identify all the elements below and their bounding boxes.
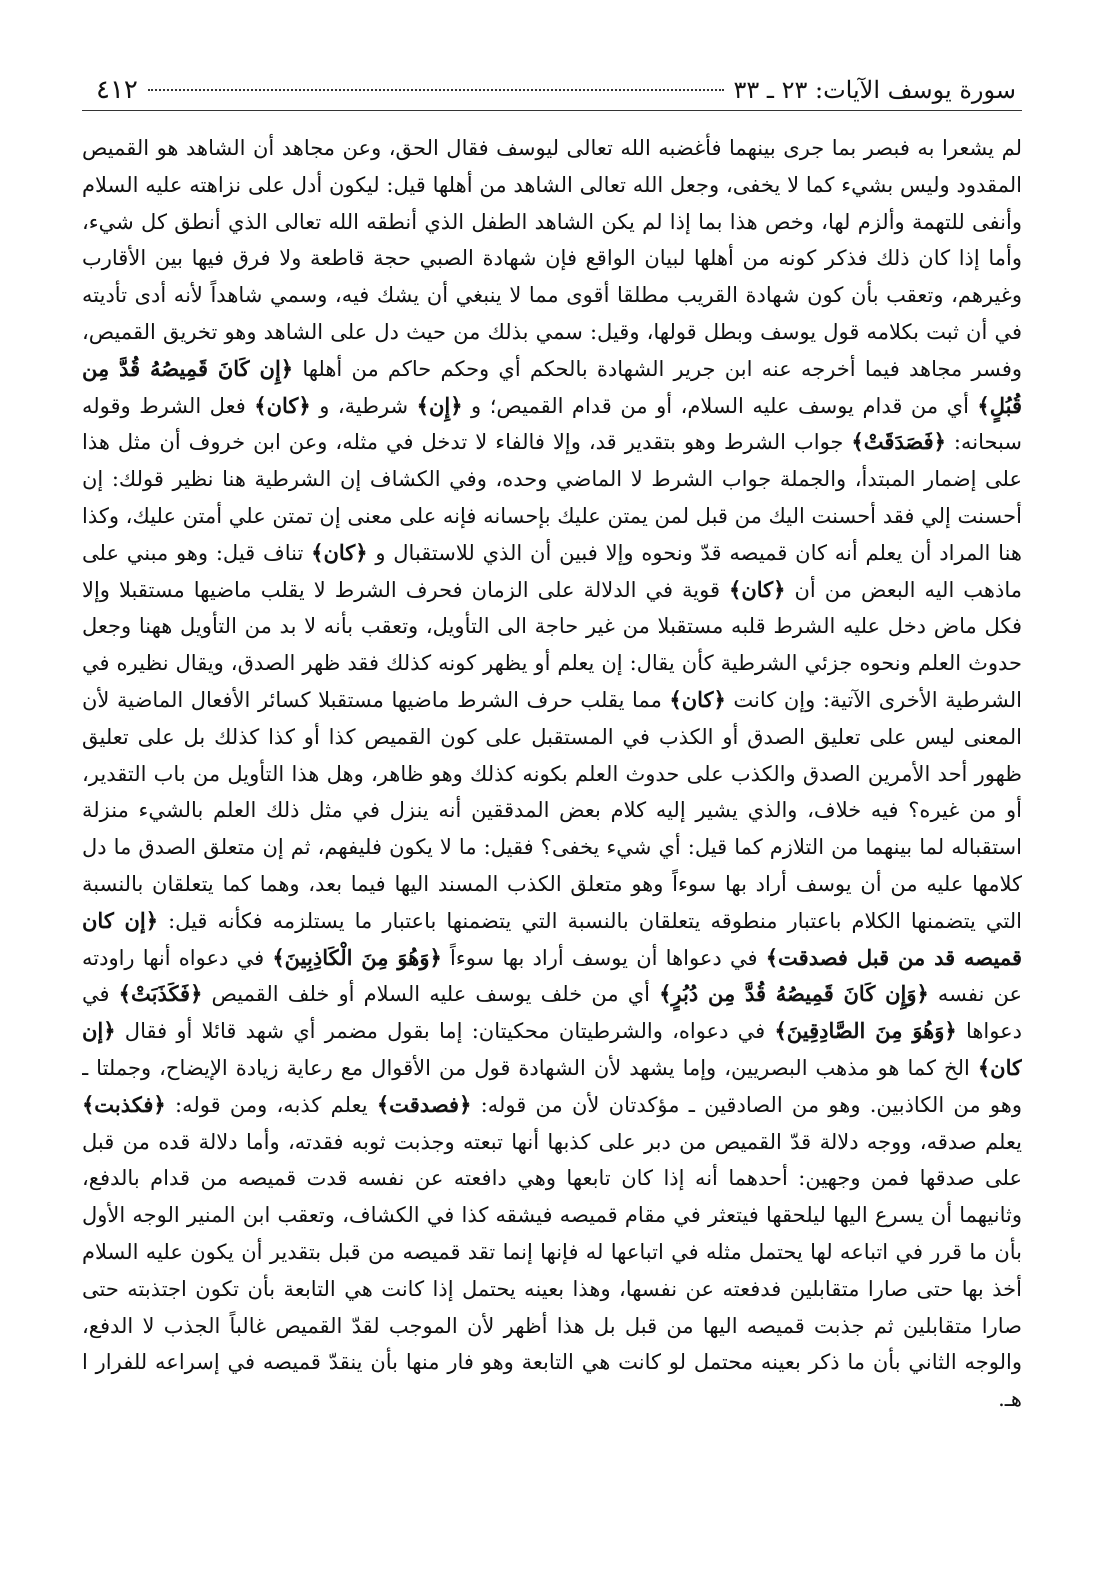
text-run: في دعواه، والشرطيتان محكيتان: إما بقول مضمر أي شهد قائلا أو فقال xyxy=(115,1019,775,1044)
text-run: لم يشعرا به فبصر بما جرى بينهما فأغضبه الله تعالى ليوسف فقال الحق، وعن مجاهد أن الشاهد هو القميص المقدود وليس بشيء كما لا يخفى، وجعل الله تعالى الشاهد من أهلها قيل: ليكون أدل على نزاهته عليه السلام وأنفى للتهمة وألزم لها، وخص هذا بما إذا لم يكن الشاهد الطفل الذي أنطقه الله تعالى الذي أنطق كل شيء، وأما إذا كان ذلك فذكر كونه من أهلها لبيان الواقع فإن شهادة الصبي حجة قاطعة ولا فرق فيها بين الأقارب وغيرهم، وتعقب بأن كون شهادة القريب مطلقا أقوى مما لا ينبغي أن يشك فيه، وسمي شاهداً لأنه أدى تأديته في أن ثبت بكلامه قول يوسف وبطل قولها، وقيل: سمي بذلك من حيث دل على الشاهد وهو تخريق القميص، وفسر مجاهد فيما أخرجه عنه ابن جرير الشهادة بالحكم أي وحكم حاكم من أهلها xyxy=(82,136,1022,381)
running-title: سورة يوسف الآيات: ٢٣ ـ ٣٣ xyxy=(733,76,1016,104)
text-run: شرطية، و xyxy=(310,393,417,418)
quran-quote: ﴿إِن كَانَ قَمِيصُهُ قُدَّ مِن قُبُلٍ﴾ xyxy=(82,355,1022,418)
text-run: أي من قدام يوسف عليه السلام، أو من قدام القميص؛ و xyxy=(462,393,978,418)
commentary-body xyxy=(82,130,1022,1530)
text-run: يعلم كذبه، ومن قوله: xyxy=(165,1092,377,1117)
leader-dots xyxy=(148,89,724,91)
text-run: يعلم صدقه، ووجه دلالة قدّ القميص من دبر على كذبها أنها تبعته وجذبت ثوبه فقدته، وأما دلالة قده من قبل على صدقها فمن وجهين: أحدهما أنه إذا كان تابعها وهي دافعته عن نفسه قدت قميصه من قدام بالدفع، وثانيهما أن يسرع اليها ليلحقها فيتعثر في مقام قميصه فيشقه كذا في الكشاف، وتعقب ابن المنير الوجه الأول بأن ما قرر في اتباعه لها يحتمل مثله في اتباعها له فإنها إنما تقد قميصه من قبل بتقدير أن يكون عليه السلام أخذ بها حتى صارا متقابلين فدفعته عن نفسها، وهذا بعينه يحتمل إذا كانت هي التابعة بأن تكون اجتذبته حتى صارا متقابلين ثم جذبت قميصه اليها من قبل بل هذا أظهر لأن الموجب لقدّ القميص غالباً الجذب لا الدفع، والوجه الثاني بأن ما ذكر بعينه محتمل لو كانت هي التابعة وهو فار منها بأن ينقدّ قميصه في إسراعه للفرار ا هـ. xyxy=(82,1129,1022,1412)
page-header xyxy=(82,70,1022,111)
page-number: ٤١٢ xyxy=(96,75,138,105)
quran-quote: ﴿فكذبت﴾ xyxy=(82,1091,166,1117)
text-run: في دعواه أنها راودته عن نفسه xyxy=(82,945,1022,1007)
quran-quote: ﴿إن كان﴾ xyxy=(82,1018,1022,1080)
text-run: تناف قيل: وهو مبني على ماذهب اليه البعض من أن xyxy=(82,540,1022,602)
quran-quote: ﴿كان﴾ xyxy=(729,576,786,602)
text-run: مما يقلب حرف الشرط ماضيها مستقبلا كسائر الأفعال الماضية لأن المعنى ليس على تعليق الصدق أو الكذب في المستقبل على كون القميص كذا أو كذا كذلك بل على تعليق ظهور أحد الأمرين الصدق والكذب على حدوث العلم بكونه كذلك وهو ظاهر، وهل هذا التأويل من باب التقدير، أو من غيره؟ فيه خلاف، والذي يشير إليه كلام بعض المدققين أنه ينزل في مثل ذلك العلم بالشيء منزلة استقباله لما بينهما من التلازم كما قيل: أي شيء يخفى؟ فقيل: ما لا يكون فليفهم، ثم إن متعلق الصدق ما دل كلامها عليه من أن يوسف أراد بها سوءاً وهو متعلق الكذب المسند اليها فيما بعد، وهما كما يتعلقان بالنسبة التي يتضمنها الكلام باعتبار منطوقه يتعلقان بالنسبة التي يتضمنها باعتبار ما يستلزمه فكأنه قيل: xyxy=(82,687,1022,933)
quran-quote: ﴿فَصَدَقَتْ﴾ xyxy=(851,429,946,455)
text-run: قوية في الدلالة على الزمان فحرف الشرط لا يقلب ماضيها مستقبلا وإلا فكل ماض دخل عليه الشرط قلبه مستقبلا من غير حاجة الى التأويل، وتعقب بأنه لا بد من التأويل ههنا وجعل حدوث العلم ونحوه جزئي الشرطية كأن يقال: إن يعلم أو يظهر كونه كذلك فقد ظهر الصدق، ويقال نظيره في الشرطية الأخرى الآتية: وإن كانت xyxy=(82,577,1022,712)
quran-quote: ﴿كان﴾ xyxy=(254,392,311,418)
quran-quote: ﴿فَكَذَبَتْ﴾ xyxy=(118,981,203,1007)
quran-quote: ﴿كان﴾ xyxy=(669,686,726,712)
text-run: الخ كما هو مذهب البصريين، وإما يشهد لأن الشهادة قول من الأقوال مع رعاية زيادة الإيضاح، وجملتا ـ وهو من الكاذبين. وهو من الصادقين ـ مؤكدتان لأن من قوله: xyxy=(82,1055,1022,1117)
quran-quote: ﴿إن كان قميصه قد من قبل فصدقت﴾ xyxy=(82,907,1022,970)
quran-quote: ﴿وَإِن كَانَ قَمِيصُهُ قُدَّ مِن دُبُرٍ﴾ xyxy=(659,981,929,1007)
text-run: جواب الشرط وهو بتقدير قد، وإلا فالفاء لا تدخل في مثله، وعن ابن خروف أن مثل هذا على إضمار المبتدأ، والجملة جواب الشرط لا الماضي وحده، وفي الكشاف إن الشرطية هنا نظير قولك: إن أحسنت إلي فقد أحسنت اليك من قبل لمن يمتن عليك بإحسانه فإنه على معنى إن تمتن علي أمتن عليك، وكذا هنا المراد أن يعلم أنه كان قميصه قدّ ونحوه وإلا فبين أن الذي للاستقبال و xyxy=(82,430,1022,565)
quran-quote: ﴿إِن﴾ xyxy=(416,392,463,418)
text-run: فعل الشرط وقوله سبحانه: xyxy=(82,393,1022,455)
text-run: في دعواها xyxy=(82,982,1022,1044)
quran-quote: ﴿وَهُوَ مِنَ الصَّادِقِينَ﴾ xyxy=(774,1018,957,1044)
quran-quote: ﴿وَهُوَ مِنَ الْكَاذِبِينَ﴾ xyxy=(272,944,442,970)
text-run: أي من خلف يوسف عليه السلام أو خلف القميص xyxy=(202,982,660,1007)
text-run: في دعواها أن يوسف أراد بها سوءاً xyxy=(441,945,766,970)
quran-quote: ﴿فصدقت﴾ xyxy=(376,1091,472,1117)
quran-quote: ﴿كان﴾ xyxy=(311,539,368,565)
commentary-paragraph xyxy=(82,130,1022,1418)
